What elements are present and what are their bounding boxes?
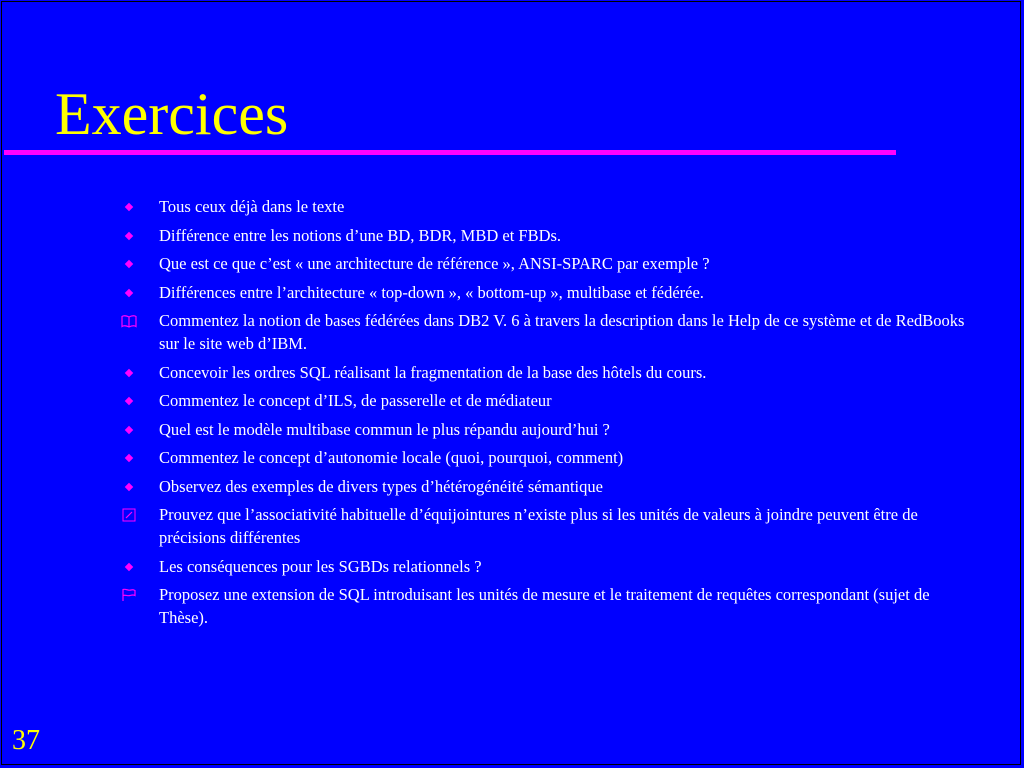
list-item-text: Concevoir les ordres SQL réalisant la fragmentation de la base des hôtels du cours.: [159, 362, 707, 382]
frown-bullet-icon: [118, 503, 140, 526]
diamond-bullet-icon: [118, 446, 140, 469]
diamond-bullet-icon: [118, 475, 140, 498]
diamond-bullet-icon: [118, 555, 140, 578]
list-item: [118, 389, 968, 412]
list-item: [118, 252, 968, 275]
list-item: [118, 195, 968, 218]
list-item-text: Tous ceux déjà dans le texte: [159, 197, 345, 216]
list-item-text: Différences entre l’architecture « top-down », « bottom-up », multibase et fédérée.: [159, 282, 704, 302]
list-item: [118, 503, 968, 549]
diamond-bullet-icon: [118, 418, 140, 441]
list-item-text: Que est ce que c’est « une architecture de référence », ANSI-SPARC par exemple ?: [159, 254, 710, 273]
list-item: [118, 555, 968, 578]
page-number: 37: [12, 725, 40, 756]
diamond-bullet-icon: [118, 252, 140, 275]
diamond-bullet-icon: [118, 281, 140, 304]
flag-bullet-icon: [118, 583, 140, 606]
list-item: [118, 309, 968, 355]
diamond-bullet-icon: [118, 195, 140, 218]
list-item: [118, 361, 968, 384]
list-item-text: Commentez le concept d’autonomie locale (quoi, pourquoi, comment): [159, 448, 624, 467]
list-item-text: Commentez le concept d’ILS, de passerelle et de médiateur: [159, 391, 552, 410]
list-item-text: Observez des exemples de divers types d’hétérogénéité sémantique: [159, 476, 603, 496]
list-item-text: Prouvez que l’associativité habituelle d’équijointures n’existe plus si les unités de valeurs à joindre peuvent être de précisions différentes: [159, 505, 918, 547]
book-bullet-icon: [118, 309, 140, 332]
title-underline: [4, 150, 896, 155]
list-item-text: Quel est le modèle multibase commun le plus répandu aujourd’hui ?: [159, 419, 610, 439]
list-item: [118, 475, 968, 498]
list-item: [118, 446, 968, 469]
list-item-text: Les conséquences pour les SGBDs relationnels ?: [159, 556, 482, 576]
diamond-bullet-icon: [118, 389, 140, 412]
list-item-text: Différence entre les notions d’une BD, BDR, MBD et FBDs.: [159, 225, 562, 245]
slide-title: Exercices: [55, 81, 289, 147]
list-item: [118, 281, 968, 304]
list-item: [118, 224, 968, 247]
diamond-bullet-icon: [118, 224, 140, 247]
list-item: [118, 583, 968, 629]
list-item: [118, 418, 968, 441]
list-item-text: Commentez la notion de bases fédérées dans DB2 V. 6 à travers la description dans le Help de ce système et de RedBooks sur le site web d’IBM.: [159, 311, 965, 353]
list-item-text: Proposez une extension de SQL introduisant les unités de mesure et le traitement de requêtes correspondant (sujet de Thèse).: [159, 585, 930, 627]
bullet-list: [118, 195, 968, 635]
diamond-bullet-icon: [118, 361, 140, 384]
